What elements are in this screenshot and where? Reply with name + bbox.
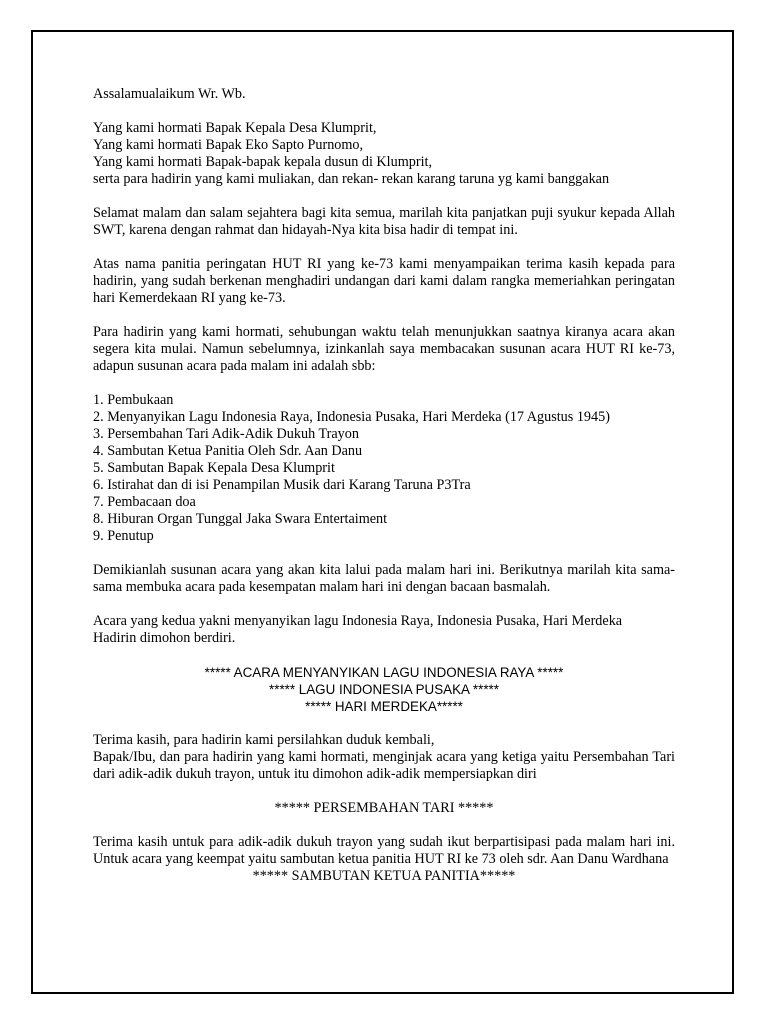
- spacer: [93, 239, 675, 256]
- agenda-item: 2. Menyanyikan Lagu Indonesia Raya, Indonesia Pusaka, Hari Merdeka (17 Agustus 1945): [93, 409, 610, 425]
- songs-heading: ***** LAGU INDONESIA PUSAKA *****: [269, 682, 499, 697]
- agenda-intro-paragraph: Para hadirin yang kami hormati, sehubungan waktu telah menunjukkan saatnya kiranya acara akan segera kita mulai. Namun sebelumnya, izinkanlah saya membacakan susunan acara HUT RI ke-73, adapun susunan acara pada malam ini adalah sbb:: [93, 324, 675, 374]
- opening-paragraph: Selamat malam dan salam sejahtera bagi kita semua, marilah kita panjatkan puji syukur kepada Allah SWT, karena dengan rahmat dan hidayah-Nya kita bisa hadir di tempat ini.: [93, 205, 675, 238]
- document-body: [93, 86, 675, 885]
- agenda-item: 4. Sambutan Ketua Panitia Oleh Sdr. Aan Danu: [93, 443, 363, 459]
- salutation-line: Yang kami hormati Bapak-bapak kepala dusun di Klumprit,: [93, 154, 432, 170]
- after-songs-line: Terima kasih, para hadirin kami persilahkan duduk kembali,: [93, 732, 435, 748]
- spacer: [93, 715, 675, 732]
- third-event-paragraph: Bapak/Ibu, dan para hadirin yang kami hormati, menginjak acara yang ketiga yaitu Persembahan Tari dari adik-adik dukuh trayon, untuk itu dimohon adik-adik mempersiapkan diri: [93, 749, 675, 782]
- agenda-item: 6. Istirahat dan di isi Penampilan Musik dari Karang Taruna P3Tra: [93, 477, 471, 493]
- spacer: [93, 817, 675, 834]
- second-event-line: Hadirin dimohon berdiri.: [93, 630, 236, 646]
- agenda-item: 1. Pembukaan: [93, 392, 174, 408]
- fourth-event-paragraph: Terima kasih untuk para adik-adik dukuh trayon yang sudah ikut berpartisipasi pada malam hari ini. Untuk acara yang keempat yaitu sambutan ketua panitia HUT RI ke 73 oleh sdr. Aan Danu Wardhana: [93, 834, 675, 867]
- spacer: [93, 103, 675, 120]
- agenda-item: 8. Hiburan Organ Tunggal Jaka Swara Entertaiment: [93, 511, 388, 527]
- salutation-line: Yang kami hormati Bapak Eko Sapto Purnomo,: [93, 137, 364, 153]
- salutation-line: serta para hadirin yang kami muliakan, dan rekan- rekan karang taruna yg kami banggakan: [93, 171, 610, 187]
- songs-heading: ***** ACARA MENYANYIKAN LAGU INDONESIA RAYA *****: [204, 665, 564, 680]
- thanks-paragraph: Atas nama panitia peringatan HUT RI yang ke-73 kami menyampaikan terima kasih kepada para hadirin, yang sudah berkenan menghadiri undangan dari kami dalam rangka memeriahkan peringatan hari Kemerdekaan RI yang ke-73.: [93, 256, 675, 306]
- dance-heading: ***** PERSEMBAHAN TARI *****: [274, 800, 494, 816]
- songs-heading: ***** HARI MERDEKA*****: [305, 699, 463, 714]
- spacer: [93, 783, 675, 800]
- agenda-item: 7. Pembacaan doa: [93, 494, 196, 510]
- salutation-line: Yang kami hormati Bapak Kepala Desa Klumprit,: [93, 120, 377, 136]
- spacer: [93, 647, 675, 664]
- greeting: Assalamualaikum Wr. Wb.: [93, 86, 246, 102]
- spacer: [93, 375, 675, 392]
- spacer: [93, 307, 675, 324]
- agenda-list: [93, 392, 675, 545]
- agenda-item: 3. Persembahan Tari Adik-Adik Dukuh Trayon: [93, 426, 359, 442]
- agenda-item: 5. Sambutan Bapak Kepala Desa Klumprit: [93, 460, 335, 476]
- spacer: [93, 545, 675, 562]
- second-event-line: Acara yang kedua yakni menyanyikan lagu Indonesia Raya, Indonesia Pusaka, Hari Merdeka: [93, 613, 623, 629]
- spacer: [93, 596, 675, 613]
- spacer: [93, 188, 675, 205]
- closing-agenda-paragraph: Demikianlah susunan acara yang akan kita lalui pada malam hari ini. Berikutnya marilah kita sama-sama membuka acara pada kesempatan malam hari ini dengan bacaan basmalah.: [93, 562, 675, 595]
- speech-heading: ***** SAMBUTAN KETUA PANITIA*****: [252, 868, 516, 884]
- agenda-item: 9. Penutup: [93, 528, 154, 544]
